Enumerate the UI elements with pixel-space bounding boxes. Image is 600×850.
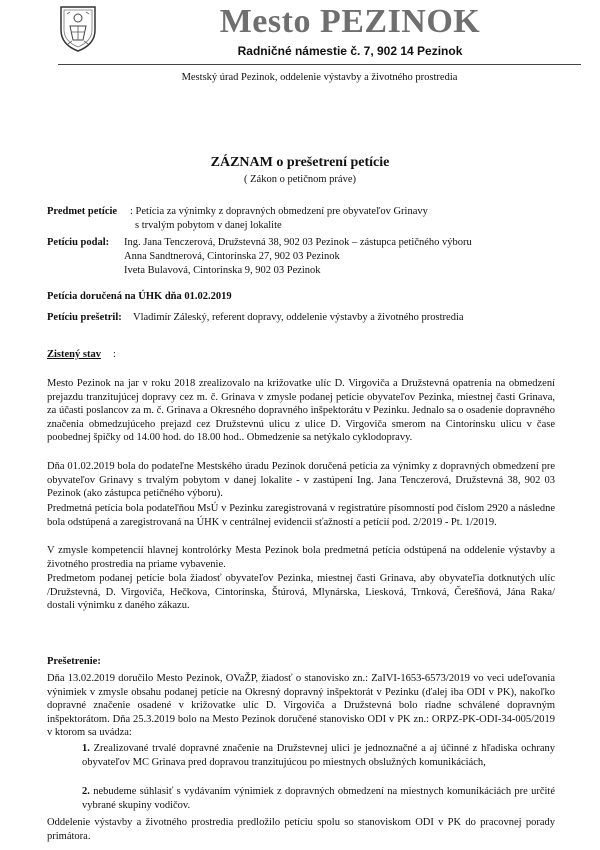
subject-label: Predmet petície bbox=[47, 206, 118, 217]
investigation-paragraph: Dňa 13.02.2019 doručilo Mesto Pezinok, OVaŽP, žiadosť o stanovisko zn.: ZaIVI-1653-6573/2019 vo veci udeľovania výnimiek v zmysle obsahu podanej petície na Okresný dopravný inšpektorát v Pezinku (ďalej iba ODI v PK), nakoľko dopravné značenie osadené v križovatke ulíc D. Virgoviča a Družstevná bolo riadne schválené dopravným inšpektorátom. Dňa 25.3.2019 bolo na Mesto Pezinok doručené stanovisko ODI v PK zn.: ORPZ-PK-ODI-34-005/2019 v ktorom sa uvádza: bbox=[47, 673, 555, 739]
findings-paragraph: Mesto Pezinok na jar v roku 2018 zrealizovalo na križovatke ulíc D. Virgoviča a Družstevná opatrenia na obmedzení prejazdu tranzitujúcej dopravy cez m. č. Grinava v zmysle podanej petície obyvateľov Pezinka, miestnej časti Grinava, za účasti poslancov za m. č. Grinava a Okresného dopravného inšpektorátu v Pezinku. Jednalo sa o osadenie dopravného značenia obmedzujúceho prejazd cez Družstevnú ulicu z ulice D. Virgoviča smerom na Cintorínsku ulicu v čase poobednej špičky od 14.00 hod. do 18.00 hod.. Obmedzenie sa netýkalo cyklodopravy. bbox=[47, 378, 555, 444]
statement-item bbox=[82, 742, 555, 769]
investigator-value: Vladimír Záleský, referent dopravy, oddelenie výstavby a životného prostredia bbox=[133, 312, 464, 323]
findings-paragraph: Dňa 01.02.2019 bola do podateľne Mestského úradu Pezinok doručená petícia za výnimky z dopravných obmedzení pre obyvateľov Grinavy s trvalým pobytom v danej lokalite - v zastúpení Ing. Jana Tenczerová, Družstevná 38, 902 03 Pezinok (ako zástupca petičného výboru). bbox=[47, 461, 555, 500]
findings-paragraph: V zmysle kompetencií hlavnej kontrolórky Mesta Pezinok bola predmetná petícia odstúpená na oddelenie výstavby a životného prostredia na priame vybavenie. bbox=[47, 545, 555, 570]
statement-item-text: nebudeme súhlasiť s vydávaním výnimiek z dopravných obmedzení na miestnych komunikáciách pre určité vybrané skupiny vodičov. bbox=[82, 786, 556, 811]
investigation-heading: Prešetrenie: bbox=[47, 656, 101, 667]
statement-item-text: Zrealizované trvalé dopravné značenie na Družstevnej ulici je jednoznačné a aj účinné z hľadiska ochrany obyvateľov MC Grinava pred dopravou tranzitujúcou po miestnych obslužných komunikáciách, bbox=[82, 743, 555, 768]
findings-colon: : bbox=[113, 349, 116, 360]
header-divider bbox=[58, 64, 581, 65]
town-address: Radničné námestie č. 7, 902 14 Pezinok bbox=[237, 44, 463, 58]
findings-paragraph: Predmetom podanej petície bola žiadosť obyvateľov Pezinka, miestnej časti Grinava, aby obyvateľia dotknutých ulíc /Družstevná, D. Virgoviča, Hečkova, Cintorínska, Štúrová, Mlynárska, Liesková, Trnková, Čerešňová, Jána Raka/ dostali výnimku z daného zákazu. bbox=[47, 573, 555, 612]
investigator-label: Petíciu prešetril: bbox=[47, 312, 122, 323]
submitted-by-label: Petíciu podal: bbox=[47, 237, 110, 248]
document-title: ZÁZNAM o prešetrení petície bbox=[210, 155, 390, 170]
document-subtitle: ( Zákon o petičnom práve) bbox=[244, 174, 356, 185]
statement-item-number: 2. bbox=[82, 786, 90, 797]
statement-item bbox=[82, 785, 555, 812]
investigation-closing: Oddelenie výstavby a životného prostredia predložilo petíciu spolu so stanoviskom ODI v PK do pracovnej porady primátora. bbox=[47, 817, 555, 842]
delivery-date: Petícia doručená na ÚHK dňa 01.02.2019 bbox=[47, 291, 232, 302]
subject-line-1: : Petícia za výnimky z dopravných obmedzení pre obyvateľov Grinavy bbox=[130, 206, 428, 217]
submitter-line: Anna Sandtnerová, Cintorínska 27, 902 03 Pezinok bbox=[124, 251, 340, 262]
town-name: Mesto PEZINOK bbox=[219, 3, 481, 40]
office-name: Mestský úrad Pezinok, oddelenie výstavby a životného prostredia bbox=[181, 72, 458, 83]
findings-heading: Zistený stav bbox=[47, 349, 101, 360]
submitter-line: Iveta Bulavová, Cintorínska 9, 902 03 Pezinok bbox=[124, 265, 321, 276]
findings-paragraph: Predmetná petícia bola podateľňou MsÚ v Pezinku zaregistrovaná v registratúre písomností pod číslom 2920 a následne bola odstúpená a zaregistrovaná na ÚHK v centrálnej evidencii sťažností a petícií pod. 2/2019 - Pt. 1/2019. bbox=[47, 503, 555, 528]
subject-line-2: s trvalým pobytom v danej lokalite bbox=[135, 220, 282, 231]
statement-item-number: 1. bbox=[82, 743, 90, 754]
coat-of-arms-icon bbox=[58, 4, 98, 52]
submitter-line: Ing. Jana Tenczerová, Družstevná 38, 902 03 Pezinok – zástupca petičného výboru bbox=[124, 237, 472, 248]
